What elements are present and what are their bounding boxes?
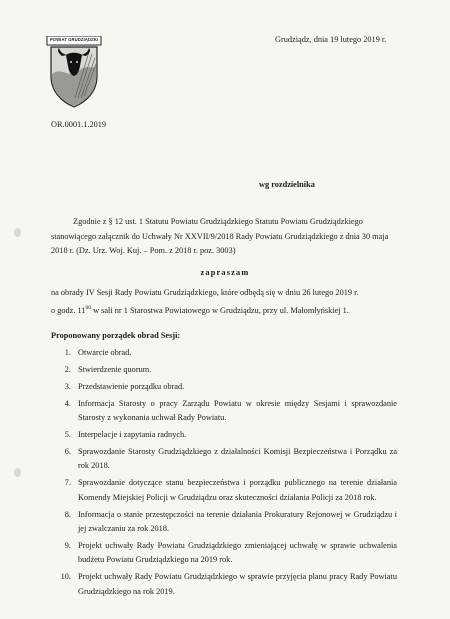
punch-hole-bottom	[14, 468, 21, 477]
intro-line-1: Zgodnie z § 12 ust. 1 Statutu Powiatu Grudziądzkiego Statutu Powiatu Grudziądzkiego	[73, 217, 363, 226]
agenda-item	[51, 570, 397, 599]
reference-number: OR.0001.1.2019	[51, 120, 107, 129]
session-location: w sali nr 1 Starostwa Powiatowego w Grudziądzu, przy ul. Małomłyńskiej 1.	[91, 305, 349, 315]
agenda-item-number: 3.	[64, 381, 71, 391]
agenda-item-number: 7.	[64, 478, 71, 488]
session-time: o godz. 11	[51, 305, 86, 315]
agenda-item-number: 8.	[64, 509, 71, 519]
agenda-item-text: Sprawozdanie dotyczące stanu bezpieczeństwa i porządku publicznego na terenie działania Komendy Miejskiej Policji w Grudziądzu oraz skuteczności działania Policji za 2018 rok.	[78, 478, 397, 502]
agenda-item	[51, 476, 397, 505]
punch-hole-top	[14, 228, 21, 237]
agenda-item	[51, 445, 397, 474]
crest-name-label: POWIAT GRUDZIĄDZKI	[49, 37, 99, 42]
intro-line-2: stanowiącego załącznik do Uchwały Nr XXVII/9/2018 Rady Powiatu Grudziądzkiego z dnia 30 maja	[51, 231, 389, 241]
session-time-minutes: 00	[85, 304, 91, 311]
session-line-1: na obrady IV Sesji Rady Powiatu Grudziądzkiego, które odbędą się w dniu 26 lutego 2019 r.	[51, 288, 359, 297]
document-date: Grudziądz, dnia 19 lutego 2019 r.	[275, 35, 387, 44]
agenda-title: Proponowany porządek obrad Sesji:	[51, 331, 181, 340]
agenda-item	[51, 346, 397, 360]
agenda-item	[51, 397, 397, 426]
invite-word: zapraszam	[200, 268, 250, 277]
agenda-item-text: Interpelacje i zapytania radnych.	[78, 430, 187, 440]
agenda-item	[51, 539, 397, 568]
agenda-item-text: Stwierdzenie quorum.	[78, 364, 152, 374]
agenda-list	[51, 346, 397, 602]
agenda-item	[51, 363, 397, 377]
session-line-2	[51, 301, 397, 318]
agenda-item-text: Projekt uchwały Rady Powiatu Grudziądzkiego w sprawie przyjęcia planu pracy Rady Powiatu Grudziądzkiego na rok 2019.	[78, 572, 397, 596]
agenda-item-text: Informacja Starosty o pracy Zarządu Powiatu w okresie między Sesjami i sprawozdanie Starosty z wykonania uchwał Rady Powiatu.	[78, 398, 397, 423]
agenda-item-text: Projekt uchwały Rady Powiatu Grudziądzkiego zmieniającej uchwałę w sprawie uchwalenia budżetu Powiatu Grudziądzkiego na 2019 rok.	[78, 540, 397, 565]
intro-paragraph	[51, 215, 397, 259]
agenda-item-number: 5.	[64, 430, 71, 440]
agenda-item-text: Sprawozdanie Starosty Grudziądzkiego z działalności Komisji Bezpieczeństwa i Porządku za rok 2018.	[78, 446, 397, 471]
agenda-item-number: 4.	[64, 398, 71, 408]
agenda-item	[51, 508, 397, 537]
distribution-note: wg rozdzielnika	[259, 180, 315, 189]
intro-line-3: 2018 r. (Dz. Urz. Woj. Kuj. – Pom. z 2018 r. poz. 3003)	[51, 246, 236, 255]
session-paragraph	[51, 286, 397, 318]
agenda-item-number: 9.	[64, 540, 71, 550]
agenda-item-text: Otwarcie obrad.	[78, 348, 132, 357]
agenda-item	[51, 380, 397, 394]
agenda-item-text: Przedstawienie porządku obrad.	[78, 381, 185, 391]
agenda-item-number: 10.	[60, 572, 71, 582]
agenda-item	[51, 428, 397, 442]
agenda-item-number: 1.	[64, 348, 71, 357]
agenda-item-number: 6.	[64, 446, 71, 456]
agenda-item-number: 2.	[64, 364, 71, 374]
agenda-item-text: Informacja o stanie przestępczości na terenie działania Prokuratury Rejonowej w Grudziądzu i jej zwalczaniu za rok 2018.	[78, 509, 397, 533]
county-crest-logo	[46, 36, 102, 108]
